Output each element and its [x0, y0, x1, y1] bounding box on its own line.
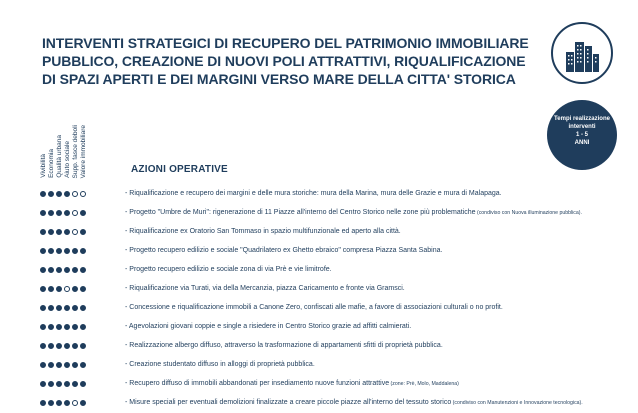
filled-dot [48, 286, 54, 292]
filled-dot [56, 400, 62, 406]
empty-dot [80, 191, 86, 197]
list-item [0, 224, 638, 242]
action-text [125, 284, 405, 294]
column-header: Aiuto sociale [64, 141, 71, 178]
filled-dot [72, 324, 78, 330]
filled-dot [40, 267, 46, 273]
filled-dot [48, 191, 54, 197]
filled-dot [64, 381, 70, 387]
page-title [42, 34, 529, 88]
filled-dot [80, 305, 86, 311]
time-label: interventi [568, 124, 596, 130]
action-text [125, 227, 401, 237]
filled-dot [40, 210, 46, 216]
filled-dot [80, 229, 86, 235]
list-item [0, 186, 638, 204]
filled-dot [40, 286, 46, 292]
list-item [0, 395, 638, 413]
action-text [125, 398, 583, 408]
filled-dot [40, 362, 46, 368]
list-item [0, 262, 638, 280]
filled-dot [56, 324, 62, 330]
buildings-badge [551, 22, 613, 84]
criteria-headers [38, 118, 108, 178]
filled-dot [80, 248, 86, 254]
title-line: DI SPAZI APERTI E DEI MARGINI VERSO MARE DELLA CITTA' STORICA [42, 71, 516, 87]
action-label: - Concessione e riqualificazione immobili a Canone Zero, confiscati alle mafie, a favore di associazioni culturali o no profit. [125, 304, 503, 311]
filled-dot [40, 191, 46, 197]
filled-dot [64, 324, 70, 330]
action-label: - Riqualificazione e recupero dei margini e delle mura storiche: mura della Marina, mura delle Grazie e mura di Malapaga. [125, 190, 502, 197]
action-note: (condiviso con Nuova illuminazione pubblica). [475, 210, 582, 216]
empty-dot [72, 191, 78, 197]
list-item [0, 243, 638, 261]
filled-dot [64, 362, 70, 368]
time-range: 1 - 5 [575, 132, 588, 138]
action-label: - Riqualificazione ex Oratorio San Tommaso in spazio multifunzionale ed aperto alla città. [125, 228, 401, 235]
filled-dot [40, 248, 46, 254]
section-title: AZIONI OPERATIVE [131, 164, 228, 175]
action-text [125, 208, 582, 218]
list-item [0, 300, 638, 318]
filled-dot [40, 343, 46, 349]
filled-dot [48, 324, 54, 330]
column-header: Qualità urbana [56, 135, 63, 178]
filled-dot [72, 305, 78, 311]
filled-dot [56, 286, 62, 292]
time-unit: ANNI [574, 140, 590, 146]
filled-dot [64, 248, 70, 254]
filled-dot [64, 343, 70, 349]
filled-dot [64, 267, 70, 273]
empty-dot [72, 229, 78, 235]
filled-dot [56, 305, 62, 311]
filled-dot [56, 191, 62, 197]
filled-dot [64, 229, 70, 235]
action-note: (condiviso con Manutenzioni e Innovazione tecnologica). [451, 400, 583, 406]
action-label: - Agevolazioni giovani coppie e single a risiedere in Centro Storico grazie ad affitti calmierati. [125, 323, 412, 330]
filled-dot [56, 267, 62, 273]
filled-dot [64, 400, 70, 406]
filled-dot [72, 248, 78, 254]
list-item [0, 357, 638, 375]
action-text [125, 303, 503, 313]
filled-dot [48, 267, 54, 273]
filled-dot [56, 229, 62, 235]
filled-dot [64, 191, 70, 197]
filled-dot [64, 305, 70, 311]
filled-dot [72, 343, 78, 349]
filled-dot [56, 210, 62, 216]
action-text [125, 246, 442, 256]
action-text [125, 265, 332, 275]
filled-dot [56, 248, 62, 254]
filled-dot [48, 210, 54, 216]
list-item [0, 376, 638, 394]
action-label: - Creazione studentato diffuso in alloggi di proprietà pubblica. [125, 361, 315, 368]
filled-dot [40, 305, 46, 311]
column-header: Supp. fasce deboli [72, 124, 79, 178]
column-header: Economia [48, 149, 55, 178]
list-item [0, 205, 638, 223]
action-label: - Progetto recupero edilizio e sociale "Quadrilatero ex Ghetto ebraico" compresa Piazza Santa Sabina. [125, 247, 443, 254]
filled-dot [72, 381, 78, 387]
filled-dot [80, 400, 86, 406]
action-text [125, 379, 459, 389]
list-item [0, 338, 638, 356]
action-text [125, 341, 443, 351]
filled-dot [40, 400, 46, 406]
filled-dot [56, 362, 62, 368]
filled-dot [48, 305, 54, 311]
list-item [0, 281, 638, 299]
action-label: - Progetto "Umbre de Muri": rigenerazione di 11 Piazze all'interno del Centro Storico nelle zone più problematiche [125, 209, 476, 216]
filled-dot [80, 210, 86, 216]
filled-dot [40, 381, 46, 387]
title-line: PUBBLICO, CREAZIONE DI NUOVI POLI ATTRATTIVI, RIQUALIFICAZIONE [42, 53, 526, 69]
filled-dot [80, 267, 86, 273]
column-header: Vivibilità [40, 154, 47, 178]
filled-dot [80, 286, 86, 292]
action-label: - Realizzazione albergo diffuso, attraverso la trasformazione di appartamenti sfitti di proprietà pubblica. [125, 342, 443, 349]
filled-dot [40, 229, 46, 235]
filled-dot [48, 343, 54, 349]
filled-dot [80, 381, 86, 387]
filled-dot [48, 362, 54, 368]
filled-dot [40, 324, 46, 330]
column-header: Valore immobiliare [80, 124, 87, 178]
buildings-icon [564, 36, 600, 72]
filled-dot [48, 400, 54, 406]
title-line: INTERVENTI STRATEGICI DI RECUPERO DEL PATRIMONIO IMMOBILIARE [42, 35, 529, 51]
action-text [125, 189, 502, 199]
empty-dot [64, 286, 70, 292]
list-item [0, 319, 638, 337]
empty-dot [72, 400, 78, 406]
action-text [125, 360, 315, 370]
action-label: - Progetto recupero edilizio e sociale zona di via Prè e vie limitrofe. [125, 266, 332, 273]
action-label: - Misure speciali per eventuali demolizioni finalizzate a creare piccole piazze all'interno del tessuto storico [125, 399, 452, 406]
filled-dot [80, 362, 86, 368]
time-label: Tempi realizzazione [554, 116, 610, 122]
action-note: (zone: Prè, Molo, Maddalena) [389, 381, 459, 387]
filled-dot [72, 267, 78, 273]
filled-dot [48, 381, 54, 387]
filled-dot [72, 362, 78, 368]
filled-dot [64, 210, 70, 216]
filled-dot [48, 229, 54, 235]
filled-dot [48, 248, 54, 254]
empty-dot [72, 210, 78, 216]
filled-dot [80, 324, 86, 330]
action-text [125, 322, 411, 332]
filled-dot [72, 286, 78, 292]
action-label: - Recupero diffuso di immobili abbandonati per insediamento nuove funzioni attrattive [125, 380, 390, 387]
filled-dot [80, 343, 86, 349]
filled-dot [56, 381, 62, 387]
filled-dot [56, 343, 62, 349]
time-badge [547, 100, 617, 170]
action-label: - Riqualificazione via Turati, via della Mercanzia, piazza Caricamento e fronte via Gramsci. [125, 285, 405, 292]
